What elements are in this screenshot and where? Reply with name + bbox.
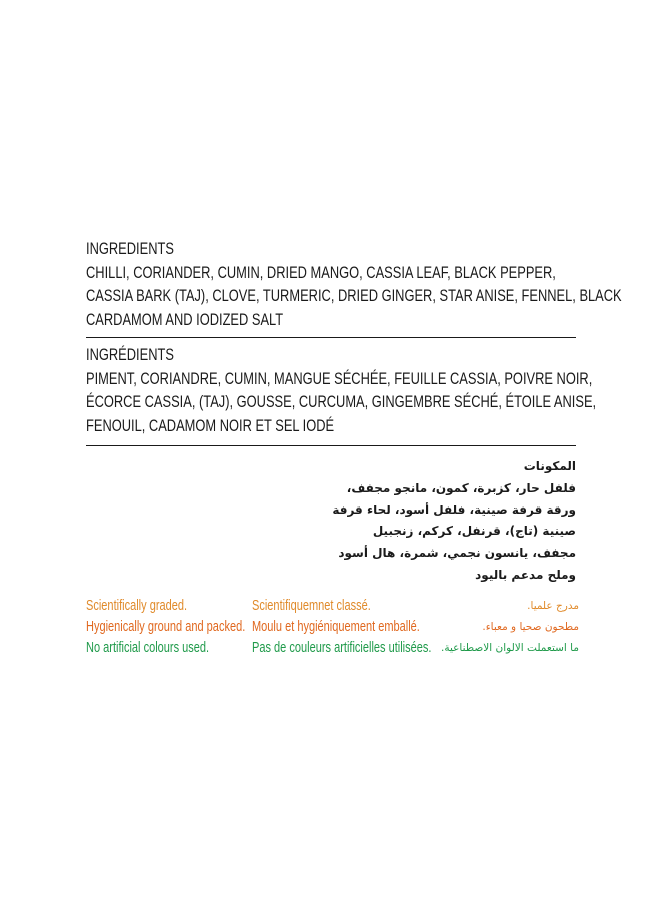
english-line-1: CHILLI, CORIANDER, CUMIN, DRIED MANGO, CASSIA LEAF, BLACK PEPPER,: [86, 263, 556, 282]
arabic-line-1: فلفل حار، كزبرة، كمون، مانجو مجفف،: [346, 480, 576, 495]
divider-2: [86, 445, 576, 446]
divider-1: [86, 337, 576, 338]
french-heading: INGRÉDIENTS: [86, 346, 174, 364]
claim-ar: ما استعملت الالوان الاصطناعية.: [440, 642, 579, 654]
french-line-1: PIMENT, CORIANDRE, CUMIN, MANGUE SÉCHÉE, FEUILLE CASSIA, POIVRE NOIR,: [86, 369, 593, 388]
english-line-2: CASSIA BARK (TAJ), CLOVE, TURMERIC, DRIED GINGER, STAR ANISE, FENNEL, BLACK: [86, 287, 622, 305]
claim-fr: Scientifiquemnet classé.: [252, 598, 371, 614]
french-line-3: FENOUIL, CADAMOM NOIR ET SEL IODÉ: [86, 416, 335, 435]
arabic-line-2: ورقة قرفة صينية، فلفل أسود، لحاء قرفة: [332, 502, 576, 517]
claim-en: No artificial colours used.: [86, 640, 210, 656]
french-ingredients: [86, 344, 597, 438]
claim-ar: مدرج علميا.: [527, 600, 579, 612]
quality-claims: [86, 596, 579, 659]
claim-row-graded: [86, 596, 579, 617]
arabic-heading: المكونات: [523, 459, 576, 473]
arabic-line-4: مجفف، يانسون نجمي، شمرة، هال أسود: [338, 546, 576, 561]
english-line-3: CARDAMOM AND IODIZED SALT: [86, 310, 284, 329]
claim-row-hygienic: [86, 617, 579, 638]
arabic-line-5: وملح مدعم باليود: [475, 567, 576, 582]
french-line-2: ÉCORCE CASSIA, (TAJ), GOUSSE, CURCUMA, GINGEMBRE SÉCHÉ, ÉTOILE ANISE,: [86, 393, 597, 411]
claim-fr: Moulu et hygiéniquement emballé.: [252, 619, 420, 635]
claim-en: Scientifically graded.: [86, 598, 188, 614]
english-heading: INGREDIENTS: [86, 240, 174, 258]
english-ingredients: [86, 238, 622, 332]
claim-ar: مطحون صحيا و معباء.: [482, 621, 579, 633]
arabic-line-3: صينية (تاج)، قرنفل، كركم، زنجبيل: [372, 524, 576, 539]
claim-row-no-colours: [86, 638, 579, 659]
claim-fr: Pas de couleurs artificielles utilisées.: [252, 640, 432, 656]
arabic-ingredients: [276, 456, 576, 587]
claim-en: Hygienically ground and packed.: [86, 619, 246, 635]
